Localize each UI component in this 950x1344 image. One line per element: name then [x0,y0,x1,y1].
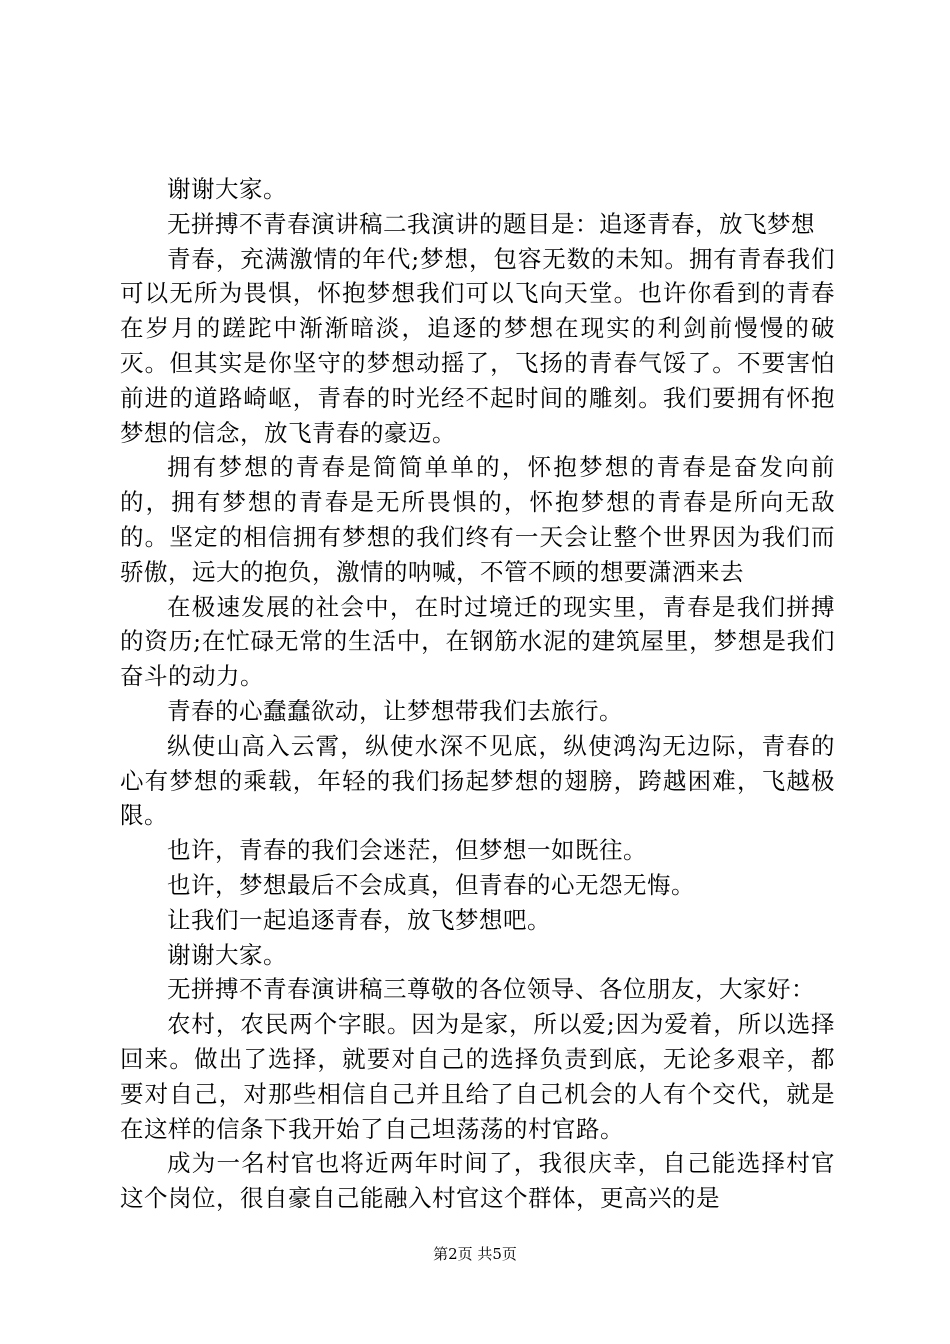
paragraph-10: 让我们一起追逐青春，放飞梦想吧。 [167,905,551,934]
paragraph-8: 也许，青春的我们会迷茫，但梦想一如既往。 [167,836,647,865]
page-number-footer: 第2页 共5页 [433,1245,517,1263]
paragraph-7: 纵使山高入云霄，纵使水深不见底，纵使鸿沟无边际，青春的心有梦想的乘载，年轻的我们扬起梦想的翅膀，跨越困难，飞越极限。 [120,731,835,830]
paragraph-11: 谢谢大家。 [167,940,287,969]
paragraph-14: 成为一名村官也将近两年时间了，我很庆幸，自己能选择村官这个岗位，很自豪自己能融入村官这个群体，更高兴的是 [120,1149,835,1213]
paragraph-9: 也许，梦想最后不会成真，但青春的心无怨无悔。 [167,870,695,899]
paragraph-1: 谢谢大家。 [167,175,287,203]
paragraph-13: 农村，农民两个字眼。因为是家，所以爱;因为爱着，所以选择回来。做出了选择，就要对自己的选择负责到底，无论多艰辛，都要对自己，对那些相信自己并且给了自己机会的人有个交代，就是在这样的信条下我开始了自己坦荡荡的村官路。 [120,1010,835,1143]
paragraph-3: 青春，充满激情的年代;梦想，包容无数的未知。拥有青春我们可以无所为畏惧，怀抱梦想我们可以飞向天堂。也许你看到的青春在岁月的蹉跎中渐渐暗淡，追逐的梦想在现实的利剑前慢慢的破灭。但其实是你坚守的梦想动摇了，飞扬的青春气馁了。不要害怕前进的道路崎岖，青春的时光经不起时间的雕刻。我们要拥有怀抱梦想的信念，放飞青春的豪迈。 [120,244,835,447]
paragraph-12: 无拼搏不青春演讲稿三尊敬的各位领导、各位朋友，大家好： [167,975,815,1004]
document-body [120,172,835,1216]
paragraph-2: 无拼搏不青春演讲稿二我演讲的题目是：追逐青春，放飞梦想 [167,209,815,238]
paragraph-4: 拥有梦想的青春是简简单单的，怀抱梦想的青春是奋发向前的，拥有梦想的青春是无所畏惧的，怀抱梦想的青春是所向无敌的。坚定的相信拥有梦想的我们终有一天会让整个世界因为我们而骄傲，远大的抱负，激情的呐喊，不管不顾的想要潇洒来去 [120,453,835,586]
paragraph-6: 青春的心蠢蠢欲动，让梦想带我们去旅行。 [167,696,623,725]
paragraph-5: 在极速发展的社会中，在时过境迁的现实里，青春是我们拼搏的资历;在忙碌无常的生活中，在钢筋水泥的建筑屋里，梦想是我们奋斗的动力。 [120,592,835,691]
